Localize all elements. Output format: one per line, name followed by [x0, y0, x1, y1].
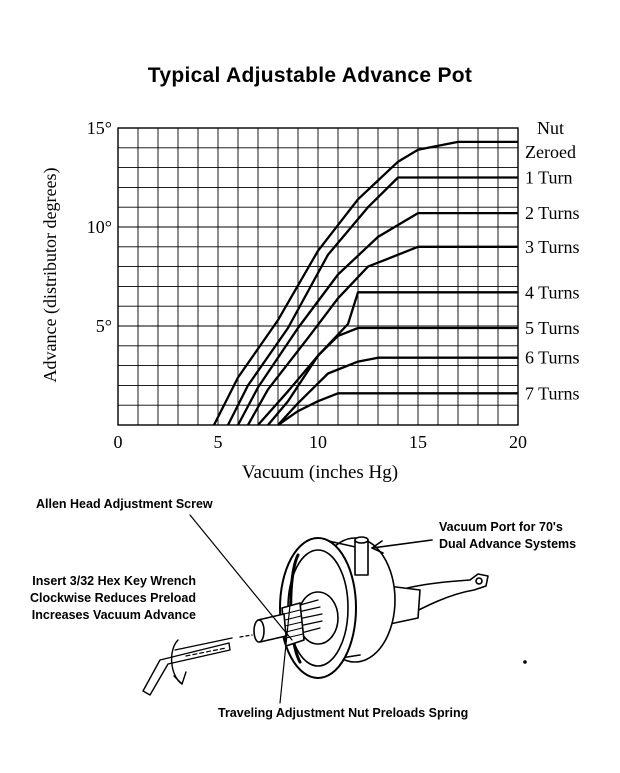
series-label: Zeroed	[525, 141, 576, 162]
chart-grid	[118, 128, 518, 425]
allen-screw-end	[254, 620, 264, 642]
page-title: Typical Adjustable Advance Pot	[147, 64, 473, 87]
series-line-3	[248, 247, 518, 425]
chart-series	[214, 142, 518, 425]
series-line-0	[214, 142, 518, 425]
series-label: 4 Turns	[525, 282, 580, 303]
vacuum-port-top	[355, 537, 368, 543]
allen-screw-callout: Allen Head Adjustment Screw	[36, 497, 213, 511]
y-tick-label: 5°	[95, 316, 112, 336]
chart-ticks	[87, 118, 527, 452]
hex-key-callout: Insert 3/32 Hex Key Wrench Clockwise Reduces Preload Increases Vacuum Advance	[29, 574, 196, 622]
x-tick-label: 0	[113, 432, 123, 452]
y-axis-label: Advance (distributor degrees)	[40, 167, 60, 383]
x-tick-label: 20	[509, 432, 527, 452]
x-tick-label: 10	[309, 432, 327, 452]
series-labels	[525, 118, 580, 403]
pointer-allen-screw	[190, 515, 292, 640]
x-tick-label: 15	[409, 432, 427, 452]
y-tick-label: 10°	[86, 217, 112, 237]
series-label: Nut	[537, 117, 564, 138]
series-line-1	[228, 178, 518, 426]
rotation-arrow-head	[174, 672, 186, 684]
series-label: 1 Turn	[525, 167, 573, 188]
series-label: 5 Turns	[525, 317, 580, 338]
insertion-path-line	[240, 635, 252, 637]
vacuum-port-tube	[355, 540, 368, 575]
x-axis-label: Vacuum (inches Hg)	[241, 462, 399, 483]
series-label: 3 Turns	[525, 236, 580, 257]
y-tick-label: 15°	[86, 118, 112, 138]
series-label: 7 Turns	[525, 383, 580, 404]
stray-dot	[524, 661, 526, 663]
vacuum-port-callout: Vacuum Port for 70's Dual Advance Systems	[439, 520, 577, 551]
traveling-nut-callout: Traveling Adjustment Nut Preloads Spring	[218, 706, 469, 720]
series-label: 6 Turns	[525, 347, 580, 368]
x-tick-label: 5	[213, 432, 223, 452]
hex-key-wrench	[143, 643, 230, 695]
series-label: 2 Turns	[525, 203, 580, 224]
